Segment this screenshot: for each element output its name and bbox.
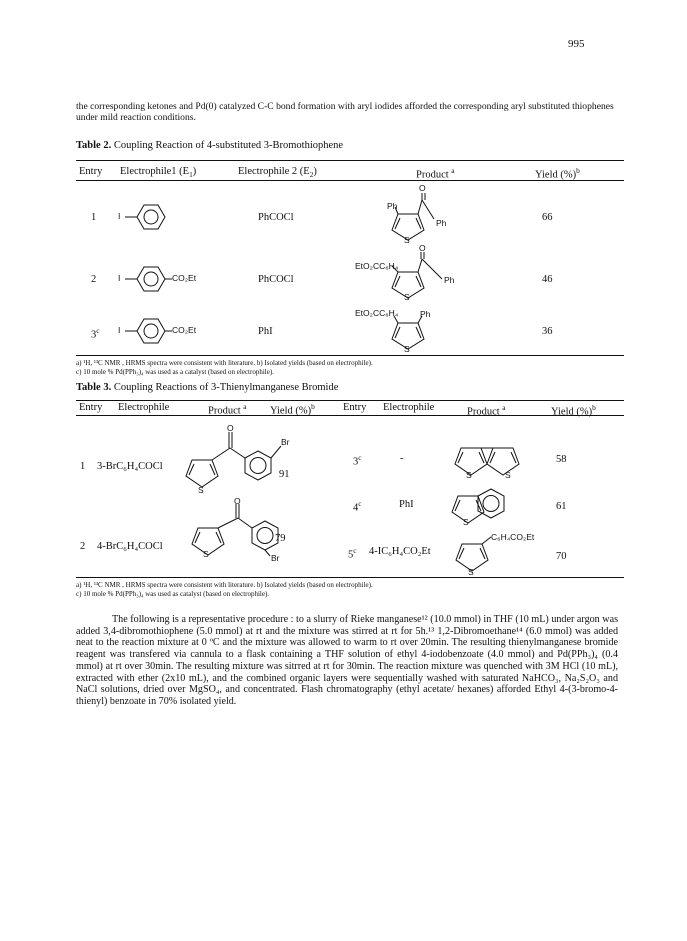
t3-product1-structure bbox=[186, 432, 281, 487]
t3-row2-yield: 79 bbox=[275, 533, 286, 544]
table3-label: Table 3. bbox=[76, 382, 112, 393]
t2-row3-e1-ester: CO₂Et bbox=[172, 325, 197, 335]
t3-header-electrophile2: Electrophile bbox=[383, 402, 435, 413]
t2-p1-oxygen: O bbox=[419, 183, 426, 193]
t3-p2-oxygen: O bbox=[234, 496, 241, 506]
t3-p1-bromo: Br bbox=[281, 437, 290, 447]
t2-p3-substituent: EtO₂CC₆H₄ bbox=[355, 308, 399, 318]
t2-row3-iodobenzoate-structure bbox=[125, 319, 172, 343]
t3-p1-sulfur: S bbox=[198, 485, 204, 495]
t3-row3-entry: 3$^c$ bbox=[353, 453, 362, 468]
t3-p1-oxygen: O bbox=[227, 423, 234, 433]
t2-row1-yield: 66 bbox=[542, 212, 553, 223]
table2-top-rule bbox=[76, 160, 624, 161]
t3-row2-electrophile: 4-BrC₆H₄COCl bbox=[97, 541, 163, 552]
t2-row2-iodobenzoate-structure bbox=[125, 267, 172, 291]
t2-row2-yield: 46 bbox=[542, 274, 553, 285]
t3-row1-entry: 1 bbox=[80, 461, 86, 472]
t2-product1-structure bbox=[392, 193, 434, 240]
t2-header-product: Product $^a$ bbox=[416, 166, 455, 181]
table2-bottom-rule bbox=[76, 355, 624, 356]
t3-header-entry2: Entry bbox=[343, 402, 367, 413]
t3-product5-structure bbox=[456, 537, 491, 571]
table2-title: Coupling Reaction of 4-substituted 3-Bromothiophene bbox=[113, 140, 344, 151]
t2-product2-structure bbox=[392, 252, 442, 298]
t2-row2-e1-iodo: I bbox=[118, 273, 121, 283]
t3-p3-sulfur-b: S bbox=[505, 470, 511, 480]
t2-row2-e1-ester: CO₂Et bbox=[172, 273, 197, 283]
t2-p3-phenyl: Ph bbox=[420, 309, 431, 319]
t3-row5-electrophile: 4-IC₆H₄CO₂Et bbox=[369, 546, 431, 557]
t2-p3-sulfur: S bbox=[404, 344, 410, 354]
t2-header-electrophile2: Electrophile 2 $(E_2)$ bbox=[238, 166, 317, 180]
t2-footnote-c: c) 10 mole % Pd(PPh₃)₄ was used as a catalyst (based on electrophile). bbox=[76, 368, 274, 376]
t2-p2-phenyl: Ph bbox=[444, 275, 455, 285]
table3-title: Coupling Reactions of 3-Thienylmanganese Bromide bbox=[113, 382, 339, 393]
t3-p2-sulfur: S bbox=[203, 549, 209, 559]
t3-header-product: Product $^a$ bbox=[208, 402, 247, 417]
t2-row3-e1-iodo: I bbox=[118, 325, 121, 335]
t3-header-electrophile: Electrophile bbox=[118, 402, 170, 413]
t2-row3-entry: 3$^c$ bbox=[91, 326, 100, 341]
t3-row2-entry: 2 bbox=[80, 541, 86, 552]
procedure-text: The following is a representative procedure : to a slurry of Rieke manganese¹² (10.0 mmol) in THF (10 mL) under argon was added 3,4-dibromothiophene (5.0 mmol) at rt and the mixture was stirred at rt for 5h.¹³ 1,2-Dibromoethane¹⁴ (6.0 mmol) was added neat to the reaction mixture at 0 ºC and the mixture was allowed to warm to rt over 20min. The resulting thienylmanganese bromide reagent was transfered via cannula to a flask containing a THF solution of ethyl 4-iodobenzoate (4.0 mmol) and Pd(PPh₃)₄ (0.4 mmol) at rt over 30min. The resulting mixture was sitrred at rt for 30min. The reaction mixture was quenched with 3M HCl (10 mL), extracted with ether (2x10 mL), and the combined organic layers were sequentially washed with saturated NaHCO₃, Na₂S₂O₃ and NaCl solutions, dried over MgSO₄, and concentrated. Flash chromatography (ethyl acetate/ hexanes) afforded Ethyl 4-(3-bromo-4-thienyl) benzoate in 70% isolated yield. bbox=[76, 614, 618, 707]
t2-footnote-a: a) ¹H, ¹³C NMR , HRMS spectra were consistent with literature. b) Isolated yields (based on electrophile). bbox=[76, 359, 373, 367]
t2-row2-entry: 2 bbox=[91, 274, 97, 285]
t3-row4-electrophile: PhI bbox=[399, 499, 414, 510]
t3-p3-sulfur-a: S bbox=[466, 470, 472, 480]
t2-p2-sulfur: S bbox=[404, 292, 410, 302]
t3-product4-structure bbox=[452, 489, 504, 523]
table3-bottom-rule bbox=[76, 577, 624, 578]
t3-footnote-a: a) ¹H, ¹³C NMR , HRMS spectra were consistent with literature. b) Isolated yields (based on electrophile). bbox=[76, 581, 373, 589]
t2-row1-iodobenzene-structure bbox=[125, 205, 165, 229]
t3-row4-yield: 61 bbox=[556, 501, 567, 512]
t3-header-yield: Yield (%)$^b$ bbox=[270, 402, 315, 417]
table3-header-rule bbox=[76, 415, 624, 416]
t3-p4-sulfur: S bbox=[463, 517, 469, 527]
table3-caption bbox=[76, 382, 338, 393]
t2-p2-oxygen: O bbox=[419, 243, 426, 253]
t3-p5-sulfur: S bbox=[468, 567, 474, 577]
t2-p1-sulfur: S bbox=[404, 235, 410, 245]
t3-row5-yield: 70 bbox=[556, 551, 567, 562]
t3-row4-entry: 4$^c$ bbox=[353, 499, 362, 514]
t2-row1-entry: 1 bbox=[91, 212, 97, 223]
t2-header-electrophile1: Electrophile1 $(E_1)$ bbox=[120, 166, 197, 180]
t3-header-entry: Entry bbox=[79, 402, 103, 413]
table2-caption bbox=[76, 140, 343, 151]
table2-label: Table 2. bbox=[76, 140, 112, 151]
t2-row1-e1-iodo: I bbox=[118, 211, 121, 221]
t3-row3-yield: 58 bbox=[556, 454, 567, 465]
t2-header-entry: Entry bbox=[79, 166, 103, 177]
t3-p5-substituent: C₆H₄CO₂Et bbox=[491, 532, 535, 542]
t2-row3-yield: 36 bbox=[542, 326, 553, 337]
t3-header-yield2: Yield (%)$^b$ bbox=[551, 403, 596, 418]
t2-p1-phenyl-b: Ph bbox=[436, 218, 447, 228]
procedure-paragraph bbox=[76, 614, 618, 708]
t3-footnote-c: c) 10 mole % Pd(PPh₃)₄ was used as catalyst (based on electrophile). bbox=[76, 590, 270, 598]
t2-row3-e2: PhI bbox=[258, 326, 273, 337]
page-number: 995 bbox=[568, 38, 585, 50]
intro-paragraph: the corresponding ketones and Pd(0) catalyzed C-C bond formation with aryl iodides afforded the corresponding aryl substituted thiophenes under mild reaction conditions. bbox=[76, 101, 614, 123]
t2-p1-phenyl-a: Ph bbox=[387, 201, 398, 211]
t3-row5-entry: 5$^c$ bbox=[348, 546, 357, 561]
t3-p2-bromo: Br bbox=[271, 553, 280, 563]
t2-row1-e2: PhCOCl bbox=[258, 212, 294, 223]
t2-p2-substituent: EtO₂CC₆H₄ bbox=[355, 261, 399, 271]
t2-row2-e2: PhCOCl bbox=[258, 274, 294, 285]
t3-row3-electrophile: - bbox=[400, 453, 404, 464]
t2-header-yield: Yield (%)$^b$ bbox=[535, 166, 580, 181]
t3-row1-yield: 91 bbox=[279, 469, 290, 480]
t3-header-product2: Product $^a$ bbox=[467, 403, 506, 418]
t3-row1-electrophile: 3-BrC₆H₄COCl bbox=[97, 461, 163, 472]
